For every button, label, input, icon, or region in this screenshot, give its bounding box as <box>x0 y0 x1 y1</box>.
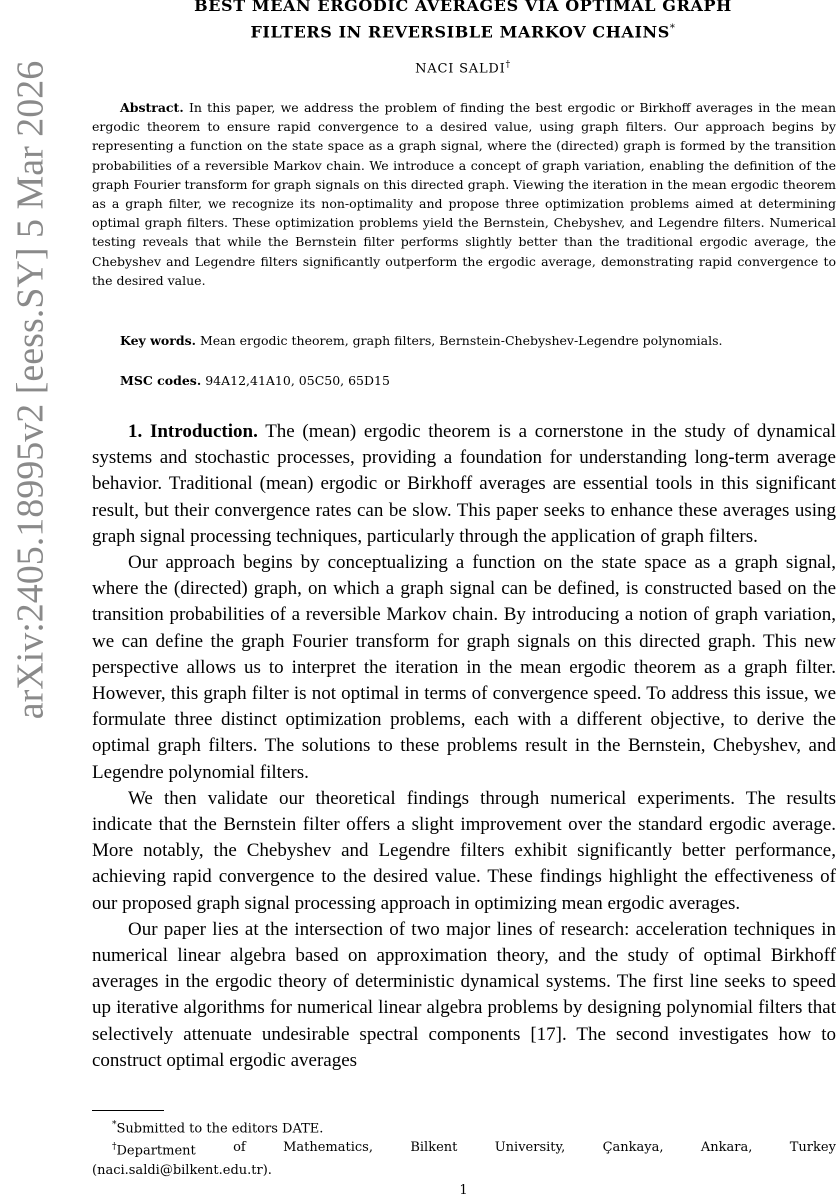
footnote-1-mark: * <box>112 1120 117 1130</box>
abstract-label: Abstract. <box>120 100 184 115</box>
page-number: 1 <box>459 1183 468 1198</box>
footnote-2-word-text: Department <box>116 1143 196 1159</box>
section-heading: 1. Introduction. <box>128 421 258 442</box>
footnote-2 <box>92 1138 836 1160</box>
title-footnote-mark: * <box>669 23 676 34</box>
footnote-2-mark: † <box>112 1142 117 1153</box>
title-line-2 <box>90 17 836 43</box>
footnote-2-word: Mathematics, <box>283 1140 373 1156</box>
paragraph-text: The (mean) ergodic theorem is a cornerstone in the study of dynamical systems and stochastic processes, providing a foundation for understanding long-term average behavior. Traditional (mean) ergodic or Birkhoff averages are essential tools in this significant result, but their convergence rates can be slow. This paper seeks to enhance these averages using graph signal processing techniques, particularly through the application of graph filters. <box>92 421 836 547</box>
footnote-2-word: Turkey <box>789 1140 836 1156</box>
abstract <box>92 98 836 290</box>
footnote-1 <box>92 1116 836 1138</box>
msc-label: MSC codes. <box>120 373 202 388</box>
introduction-section <box>92 419 836 1074</box>
title-line-1: BEST MEAN ERGODIC AVERAGES VIA OPTIMAL GRAPH <box>194 0 732 15</box>
footnote-2-email: (naci.saldi@bilkent.edu.tr). <box>92 1162 272 1178</box>
abstract-text: In this paper, we address the problem of finding the best ergodic or Birkhoff averages in the mean ergodic theorem to ensure rapid convergence to a desired value, using graph filters. Our approach begins by representing a function on the state space as a graph signal, where the (directed) graph is formed by the transition probabilities of a reversible Markov chain. We introduce a concept of graph variation, enabling the definition of the graph Fourier transform for graph signals on this directed graph. Viewing the iteration in the mean ergodic theorem as a graph filter, we recognize its non-optimality and propose three optimization problems aimed at determining optimal graph filters. These optimization problems yield the Bernstein, Chebyshev, and Legendre filters. Numerical testing reveals that while the Bernstein filter performs slightly better than the traditional ergodic average, the Chebyshev and Legendre filters significantly outperform the ergodic average, demonstrating rapid convergence to the desired value. <box>92 100 836 288</box>
footnote-divider <box>92 1110 164 1111</box>
author <box>90 60 836 76</box>
paragraph: Our paper lies at the intersection of two major lines of research: acceleration techniques in numerical linear algebra based on approximation theory, and the study of optimal Birkhoff averages in the ergodic theory of deterministic dynamical systems. The first line seeks to speed up iterative algorithms for numerical linear algebra problems by designing polynomial filters that selectively attenuate undesirable spectral components [17]. The second investigates how to construct optimal ergodic averages <box>92 918 836 1071</box>
msc-codes <box>120 373 836 388</box>
footnotes <box>92 1116 836 1180</box>
footnote-2-word: of <box>233 1140 246 1156</box>
arxiv-identifier-stamp <box>0 60 60 720</box>
author-name: NACI SALDI <box>415 61 506 77</box>
author-footnote-mark: † <box>505 60 511 70</box>
footnote-2-word: Bilkent <box>410 1140 458 1156</box>
footnote-2-word <box>112 1138 196 1160</box>
paragraph: Our approach begins by conceptualizing a function on the state space as a graph signal, where the (directed) graph, on which a graph signal can be defined, is constructed based on the transition probabilities of a reversible Markov chain. By introducing a notion of graph variation, we can define the graph Fourier transform for graph signals on this directed graph. This new perspective allows us to interpret the iteration in the mean ergodic theorem as a graph filter. However, this graph filter is not optimal in terms of convergence speed. To address this issue, we formulate three distinct optimization problems, each with a different objective, to derive the optimal graph filters. The solutions to these problems result in the Bernstein, Chebyshev, and Legendre polynomial filters. <box>92 552 836 783</box>
footnote-2-word: University, <box>494 1140 566 1156</box>
arxiv-identifier-text: arXiv:2405.18995v2 [eess.SY] 5 Mar 2026 <box>9 60 51 720</box>
paragraph: We then validate our theoretical findings through numerical experiments. The results indicate that the Bernstein filter offers a slight improvement over the standard ergodic average. More notably, the Chebyshev and Legendre filters exhibit significantly better performance, achieving rapid convergence to the desired value. These findings highlight the effectiveness of our proposed graph signal processing approach in optimizing mean ergodic averages. <box>92 787 836 914</box>
footnote-2-word: Çankaya, <box>602 1140 664 1156</box>
footnote-2-word: Ankara, <box>700 1140 753 1156</box>
paragraph <box>92 419 836 550</box>
title-line-2-text: FILTERS IN REVERSIBLE MARKOV CHAINS <box>250 22 670 42</box>
keywords-text: Mean ergodic theorem, graph filters, Bernstein-Chebyshev-Legendre polynomials. <box>199 333 723 348</box>
msc-text: 94A12,41A10, 05C50, 65D15 <box>205 373 390 388</box>
footnote-1-text: Submitted to the editors DATE. <box>116 1121 324 1137</box>
paper-title <box>90 0 836 43</box>
keywords <box>120 333 836 348</box>
keywords-label: Key words. <box>120 333 196 348</box>
